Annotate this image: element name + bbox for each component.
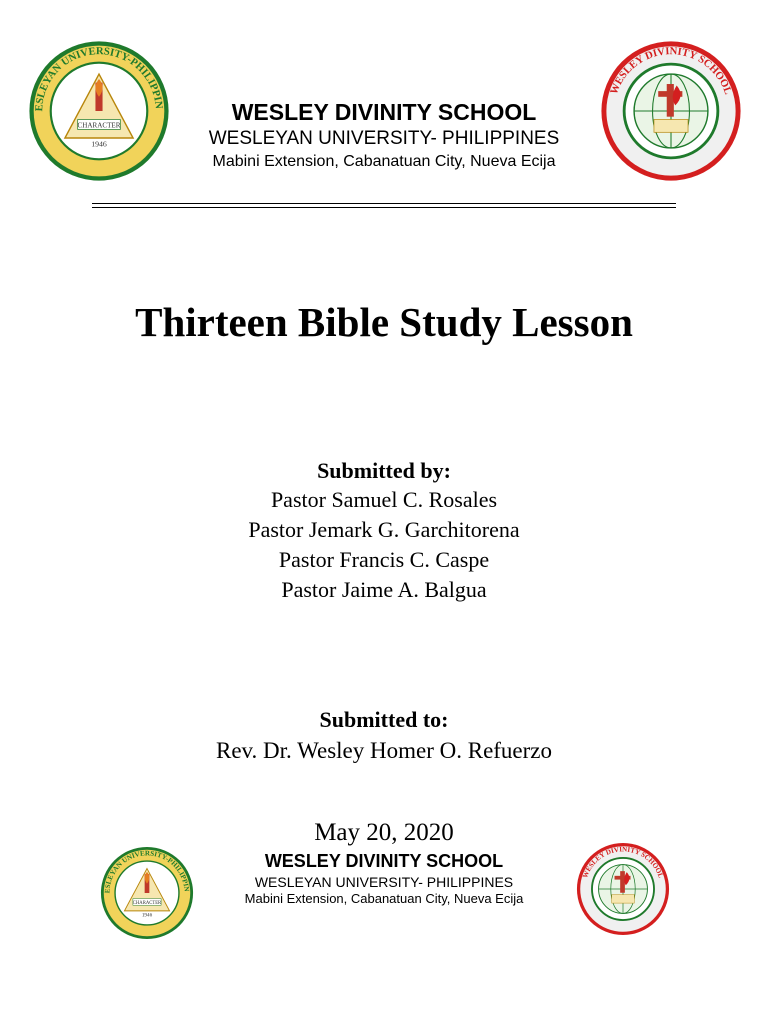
author-name: Pastor Samuel C. Rosales xyxy=(270,487,498,512)
document-title: Thirteen Bible Study Lesson xyxy=(135,299,633,345)
header-school-name: WESLEY DIVINITY SCHOOL xyxy=(231,99,537,125)
author-name: Pastor Jaime A. Balgua xyxy=(281,577,487,602)
header-university-name: WESLEYAN UNIVERSITY- PHILIPPINES xyxy=(208,128,560,149)
header-divider xyxy=(92,203,676,204)
header-address: Mabini Extension, Cabanatuan City, Nueva Ecija xyxy=(212,153,556,170)
recipient-name: Rev. Dr. Wesley Homer O. Refuerzo xyxy=(215,738,553,763)
header-divider-double xyxy=(92,207,676,208)
footer-address: Mabini Extension, Cabanatuan City, Nueva Ecija xyxy=(244,891,524,906)
submitted-to-label: Submitted to: xyxy=(319,707,449,732)
author-name: Pastor Francis C. Caspe xyxy=(278,547,490,572)
submitted-by-label: Submitted by: xyxy=(317,458,451,483)
footer-school-name: WESLEY DIVINITY SCHOOL xyxy=(264,851,504,871)
author-name: Pastor Jemark G. Garchitorena xyxy=(248,517,520,542)
footer-university-name: WESLEYAN UNIVERSITY- PHILIPPINES xyxy=(254,874,514,890)
document-date: May 20, 2020 xyxy=(314,819,454,846)
